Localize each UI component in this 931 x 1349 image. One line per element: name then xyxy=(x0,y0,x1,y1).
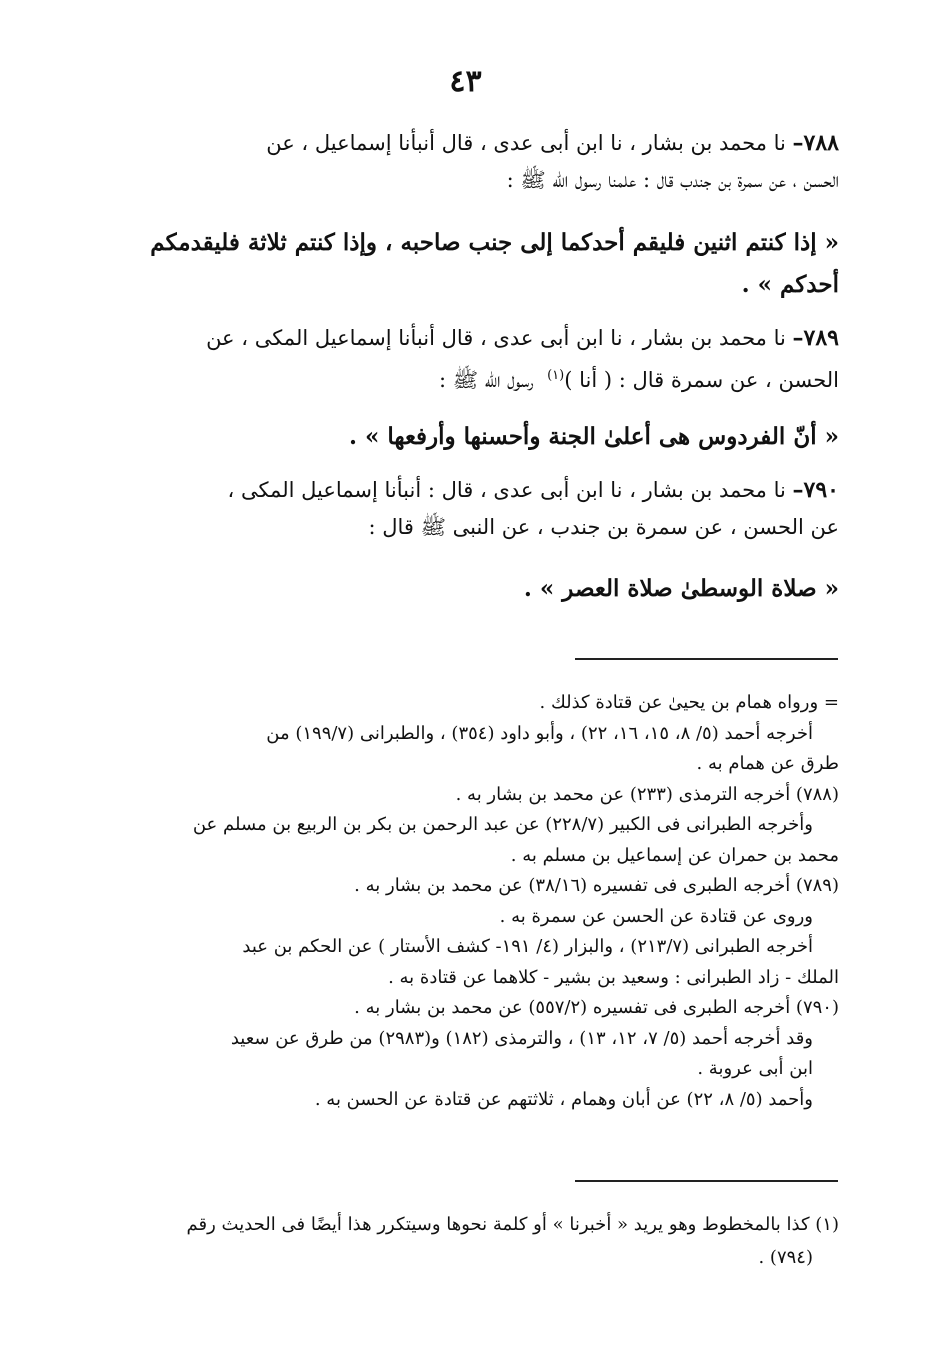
hadith-789-matn xyxy=(94,416,839,458)
hadith-789-line-2: الحسن ، عن سمرة قال : ( أنا )$^{(١)}$ رسول الله ﷺ : xyxy=(439,368,839,392)
takhrij-notes xyxy=(94,688,839,1115)
matn-line: « صلاة الوسطىٰ صلاة العصر » . xyxy=(523,575,839,602)
hadith-790-line-1: ٧٩٠– نا محمد بن بشار ، نا ابن أبى عدى ، قال : أنبأنا إسماعيل المكى ، xyxy=(227,477,839,503)
matn-line: أحدكم » . xyxy=(741,271,839,298)
note-line: (٧٨٩) أخرجه الطبرى فى تفسيره (٣٨/١٦) عن محمد بن بشار به . xyxy=(354,875,839,896)
note-line: محمد بن حمران عن إسماعيل بن مسلم به . xyxy=(510,844,839,866)
hadith-788-line-1: ٧٨٨– نا محمد بن بشار ، نا ابن أبى عدى ، قال أنبأنا إسماعيل ، عن xyxy=(266,130,839,156)
hadith-789-line-1: ٧٨٩– نا محمد بن بشار ، نا ابن أبى عدى ، قال أنبأنا إسماعيل المكى ، عن xyxy=(206,325,839,351)
footnote xyxy=(94,1208,839,1274)
hadith-790-isnad xyxy=(94,472,839,546)
hadith-number: ٧٩٠– xyxy=(792,477,839,503)
footnote-line: (٧٩٤) . xyxy=(758,1247,813,1268)
note-line: وروى عن قتادة عن الحسن عن سمرة به . xyxy=(499,905,813,927)
page-number: ٤٣ xyxy=(449,64,482,99)
note-line: ابن أبى عروبة . xyxy=(697,1058,813,1079)
notes-divider xyxy=(575,658,838,660)
hadith-788-matn xyxy=(94,222,839,306)
note-line: وأخرجه الطبرانى فى الكبير (٢٢٨/٧) عن عبد الرحمن بن بكر بن الربيع بن مسلم عن xyxy=(192,814,813,835)
hadith-789-isnad xyxy=(94,320,839,399)
note-line: أخرجه الطبرانى (٢١٣/٧) ، والبزار (٤/ ١٩١- كشف الأستار ) عن الحكم بن عبد xyxy=(242,936,813,957)
note-line: طرق عن همام به . xyxy=(696,753,839,774)
footnote-divider xyxy=(575,1180,838,1182)
footnote-line: (١) كذا بالمخطوط وهو يريد « أخبرنا » أو كلمة نحوها وسيتكرر هذا أيضًا فى الحديث رقم xyxy=(186,1214,839,1235)
hadith-790-line-2: عن الحسن ، عن سمرة بن جندب ، عن النبى ﷺ قال : xyxy=(368,515,839,539)
hadith-788-line-2: الحسن ، عن سمرة بن جندب قال : علمنا رسول الله ﷺ : xyxy=(506,168,839,192)
note-line: أخرجه أحمد (٥/ ٨، ١٥، ١٦، ٢٢) ، وأبو داود (٣٥٤) ، والطبرانى (١٩٩/٧) من xyxy=(266,722,813,744)
note-line: الملك - زاد الطبرانى : وسعيد بن بشير - كلاهما عن قتادة به . xyxy=(388,966,839,988)
footnote-ref: (١) xyxy=(547,368,565,383)
note-line: (٧٨٨) أخرجه الترمذى (٢٣٣) عن محمد بن بشار به . xyxy=(455,783,839,805)
matn-line: « إذا كنتم اثنين فليقم أحدكما إلى جنب صاحبه ، وإذا كنتم ثلاثة فليقدمكم xyxy=(150,229,839,256)
hadith-number: ٧٨٩– xyxy=(792,325,839,351)
note-line: = ورواه همام بن يحيىٰ عن قتادة كذلك . xyxy=(539,692,839,713)
note-line: وأحمد (٥/ ٨، ٢٢) عن أبان وهمام ، ثلاثتهم عن قتادة عن الحسن به . xyxy=(314,1088,813,1110)
matn-line: « أنّ الفردوس هى أعلىٰ الجنة وأحسنها وأرفعها » . xyxy=(348,423,839,450)
hadith-number: ٧٨٨– xyxy=(792,130,839,156)
hadith-788-isnad xyxy=(94,125,839,199)
note-line: وقد أخرجه أحمد (٥/ ٧، ١٢، ١٣) ، والترمذى (١٨٢) و(٢٩٨٣) من طرق عن سعيد xyxy=(230,1027,813,1049)
hadith-790-matn xyxy=(94,568,839,610)
note-line: (٧٩٠) أخرجه الطبرى فى تفسيره (٥٥٧/٢) عن محمد بن بشار به . xyxy=(354,997,839,1018)
